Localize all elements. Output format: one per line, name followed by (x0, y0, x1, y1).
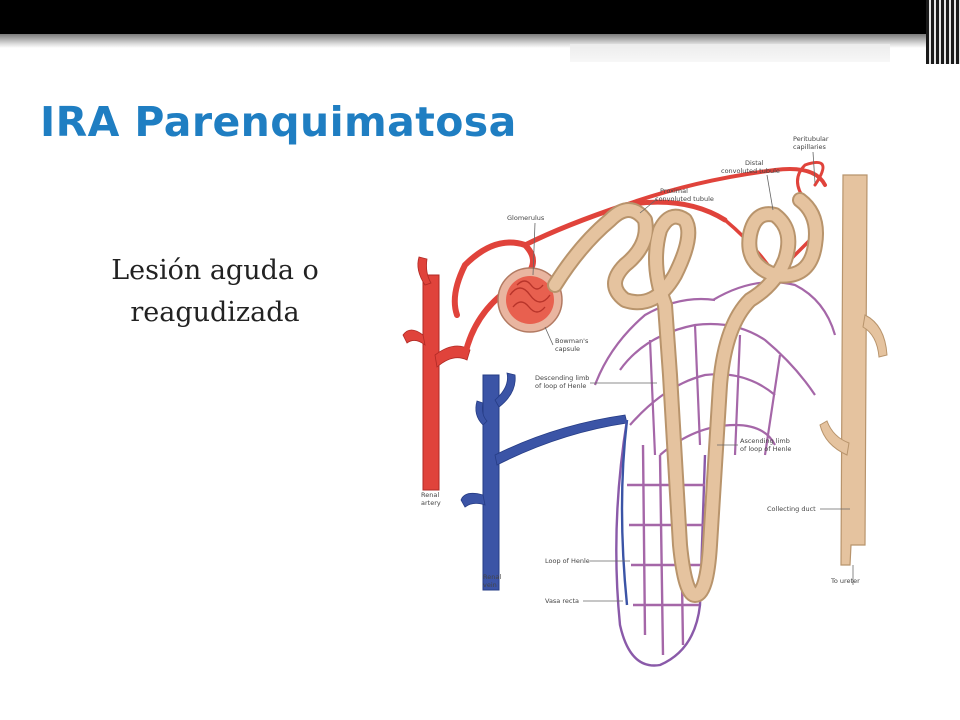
subtitle-line-2: reagudizada (130, 297, 300, 328)
label-to-ureter: To ureter (831, 577, 860, 585)
slide-title: IRA Parenquimatosa (40, 98, 517, 146)
label-descending-2: of loop of Henle (535, 382, 587, 390)
label-collecting-duct: Collecting duct (767, 505, 816, 513)
label-peritubular: Peritubular (793, 135, 829, 143)
label-descending-1: Descending limb (535, 374, 590, 382)
collecting-duct (820, 175, 887, 585)
label-glomerulus: Glomerulus (507, 214, 545, 222)
vasa-recta (616, 420, 705, 666)
subtitle-line-1: Lesión aguda o (111, 255, 319, 286)
label-vasa-recta: Vasa recta (545, 597, 579, 605)
label-bowman-2: capsule (555, 345, 580, 353)
renal-vein (461, 373, 627, 590)
slide-top-bar (0, 0, 960, 34)
label-loop-henle: Loop of Henle (545, 557, 590, 565)
label-distal-2: convoluted tubule (721, 167, 780, 175)
nephron-diagram (395, 125, 900, 690)
label-renal-vein-1: Renal (483, 573, 502, 581)
label-renal-artery-2: artery (421, 499, 441, 507)
renal-artery (403, 257, 470, 490)
label-distal-1: Distal (745, 159, 764, 167)
slide-corner-stripes (926, 0, 960, 64)
label-proximal-1: Proximal (660, 187, 688, 195)
label-capillaries: capillaries (793, 143, 826, 151)
label-proximal-2: convoluted tubule (655, 195, 714, 203)
nephron-tubule (555, 200, 816, 595)
slide-subtitle (40, 250, 390, 334)
slide-top-strip (570, 44, 890, 62)
label-ascending-1: Ascending limb (740, 437, 790, 445)
nephron-illustration (395, 125, 900, 690)
label-bowman-1: Bowman's (555, 337, 589, 345)
label-renal-artery-1: Renal (421, 491, 440, 499)
label-renal-vein-2: vein (483, 581, 497, 589)
label-ascending-2: of loop of Henle (740, 445, 792, 453)
